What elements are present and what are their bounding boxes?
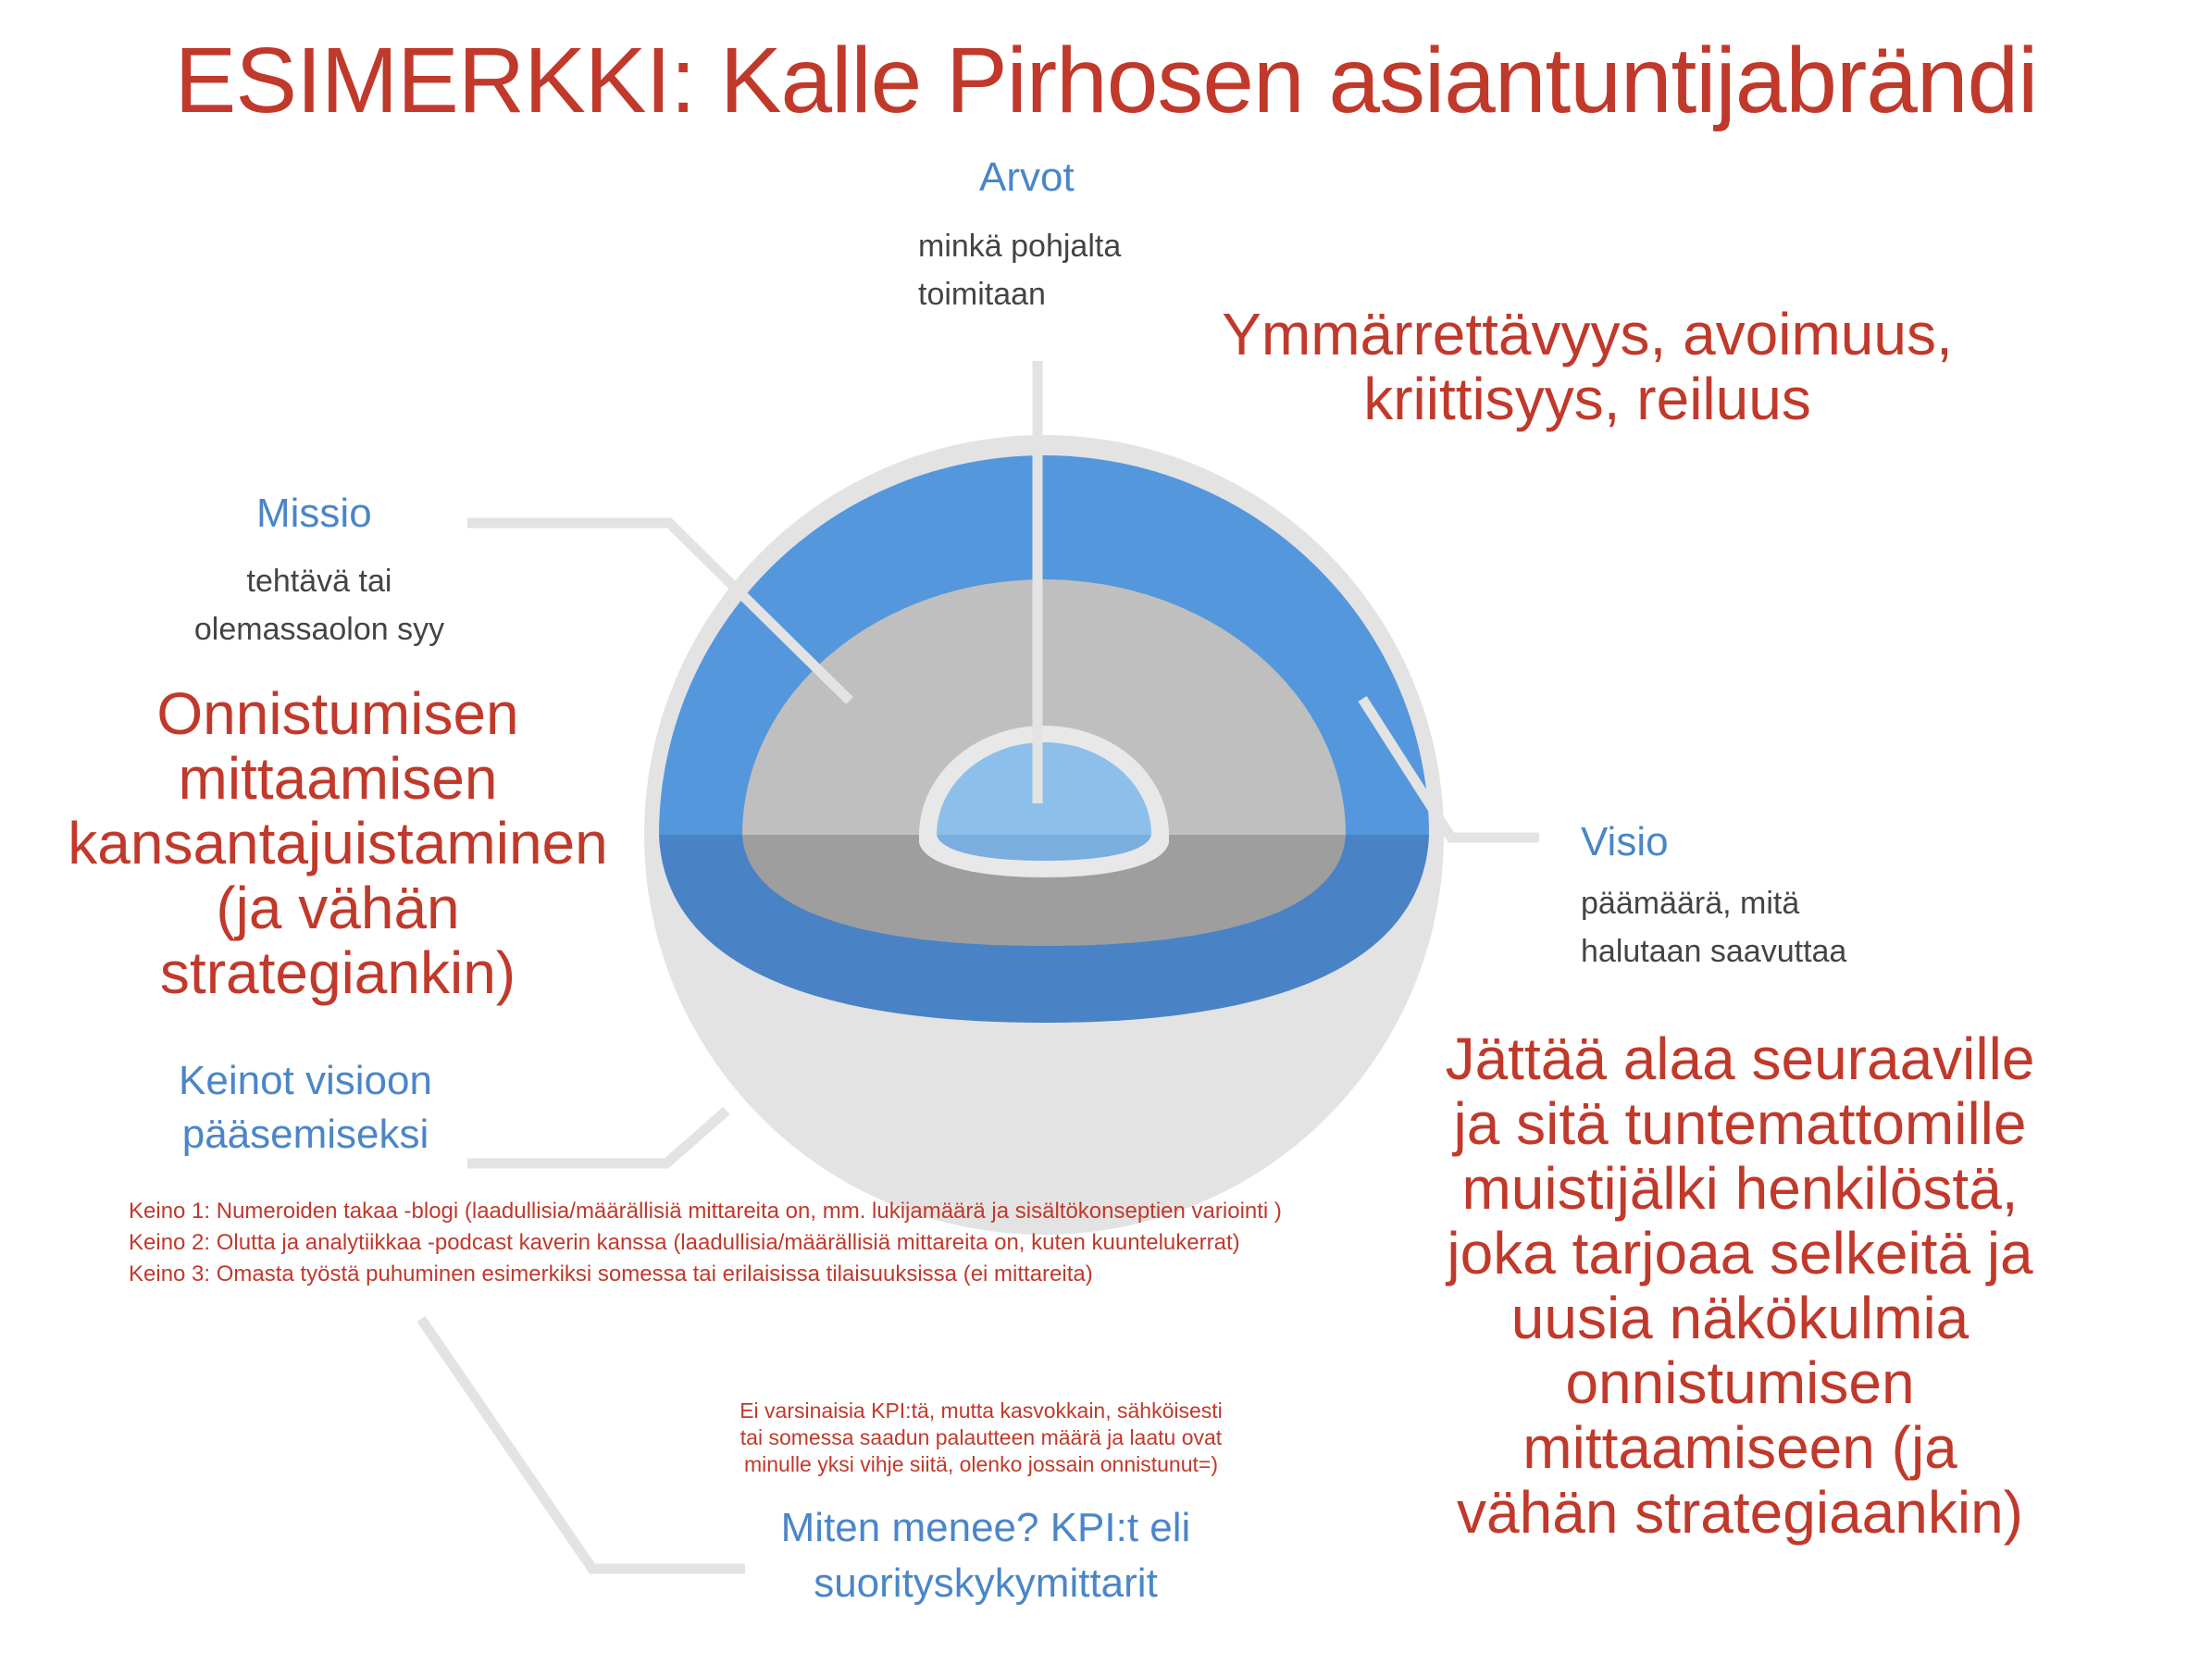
kpi-note: Ei varsinaisia KPI:tä, mutta kasvokkain, sähköisesti tai somessa saadun palautteen määrä ja laatu ovat minulle yksi vihje siitä, olenko jossain onnistunut=) <box>739 1398 1223 1476</box>
visio-description: päämäärä, mitä halutaan saavuttaa <box>1581 886 1847 969</box>
keinot-label: Keinot visioon pääsemiseksi <box>179 1058 432 1157</box>
arvot-description: minkä pohjalta toimitaan <box>918 229 1122 312</box>
keino-3: Keino 3: Omasta työstä puhuminen esimerkiksi somessa tai erilaisissa tilaisuuksissa (ei mittareita) <box>129 1262 1093 1286</box>
arvot-value: Ymmärrettävyys, avoimuus, kriittisyys, reiluus <box>1222 301 1953 432</box>
keino-2: Keino 2: Olutta ja analytiikkaa -podcast kaverin kanssa (laadullisia/määrällisiä mittareita on, kuten kuuntelukerrat) <box>129 1230 1240 1255</box>
visio-label: Visio <box>1581 819 1669 864</box>
visio-value: Jättää alaa seuraaville ja sitä tuntemattomille muistijälki henkilöstä, joka tarjoaa selkeitä ja uusia näkökulmia onnistumisen mittaamiseen (ja vähän strategiaankin) <box>1445 1025 2035 1546</box>
missio-label: Missio <box>256 491 372 536</box>
missio-value: Onnistumisen mittaamisen kansantajuistaminen (ja vähän strategiankin) <box>68 680 608 1006</box>
missio-description: tehtävä tai olemassaolon syy <box>193 564 445 647</box>
arvot-label: Arvot <box>979 155 1075 200</box>
page-title: ESIMERKKI: Kalle Pirhosen asiantuntijabrändi <box>174 29 2038 132</box>
kpi-label: Miten menee? KPI:t eli suorityskykymittarit <box>780 1505 1191 1606</box>
keino-1: Keino 1: Numeroiden takaa -blogi (laadullisia/määrällisiä mittareita on, mm. lukijamäärä ja sisältökonseptien variointi ) <box>129 1199 1282 1224</box>
keinot-leader-line <box>467 1111 727 1163</box>
